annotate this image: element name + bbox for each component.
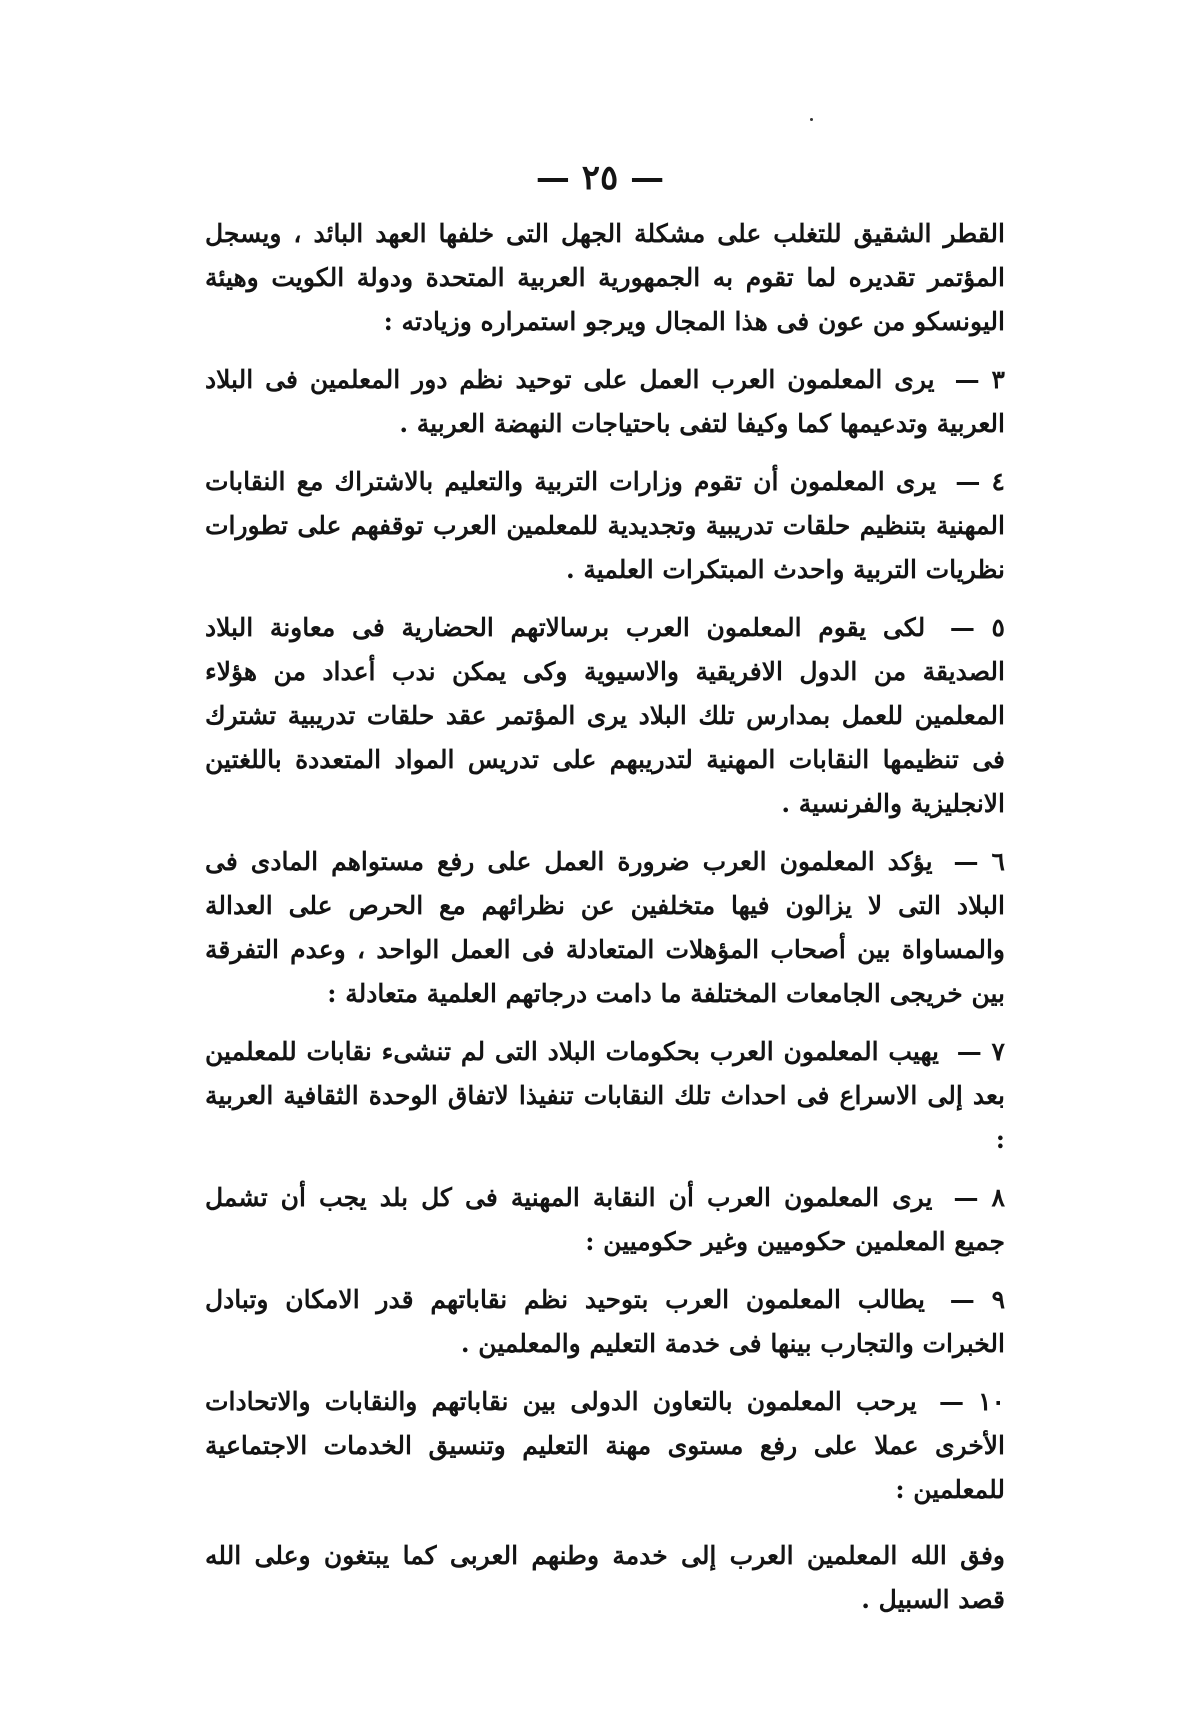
item-number: ٤ — — [955, 467, 1005, 496]
paragraph-intro — [205, 212, 1005, 344]
paragraph-text: يرى المعلمون العرب أن النقابة المهنية فى كل بلد يجب أن تشمل جميع المعلمين حكوميين وغير حكوميين : — [205, 1183, 1005, 1256]
paragraph-text: يرى المعلمون العرب العمل على توحيد نظم دور المعلمين فى البلاد العربية وتدعيمها كما وكيفا لتفى باحتياجات النهضة العربية . — [205, 365, 1005, 438]
closing-text: وفق الله المعلمين العرب إلى خدمة وطنهم العربى كما يبتغون وعلى الله قصد السبيل . — [205, 1541, 1005, 1614]
paragraph-item-6 — [205, 840, 1005, 1016]
item-number: ٧ — — [956, 1037, 1005, 1066]
item-number: ٦ — — [953, 847, 1005, 876]
item-number: ٣ — — [954, 365, 1005, 394]
paragraph-item-4 — [205, 460, 1005, 592]
paragraph-text: لكى يقوم المعلمون العرب برسالاتهم الحضارية فى معاونة البلاد الصديقة من الدول الافريقية والاسيوية وكى يمكن ندب أعداد من هؤلاء المعلمين للعمل بمدارس تلك البلاد يرى المؤتمر عقد حلقات تدريبية تشترك فى تنظيمها النقابات المهنية لتدريبهم على تدريس المواد المتعددة باللغتين الانجليزية والفرنسية . — [205, 613, 1005, 818]
closing-paragraph — [205, 1534, 1005, 1622]
body-text — [205, 212, 1005, 1636]
paragraph-item-10 — [205, 1380, 1005, 1512]
paragraph-item-3 — [205, 358, 1005, 446]
paragraph-text: يؤكد المعلمون العرب ضرورة العمل على رفع مستواهم المادى فى البلاد التى لا يزالون فيها متخلفين عن نظرائهم مع الحرص على العدالة والمساواة بين أصحاب المؤهلات المتعادلة فى العمل الواحد ، وعدم التفرقة بين خريجى الجامعات المختلفة ما دامت درجاتهم العلمية متعادلة : — [205, 847, 1005, 1008]
item-number: ٥ — — [949, 613, 1005, 642]
item-number: ٩ — — [949, 1285, 1005, 1314]
paragraph-text: القطر الشقيق للتغلب على مشكلة الجهل التى خلفها العهد البائد ، ويسجل المؤتمر تقديره لما تقوم به الجمهورية العربية المتحدة ودولة الكويت وهيئة اليونسكو من عون فى هذا المجال ويرجو استمراره وزيادته : — [205, 219, 1005, 336]
item-number: ٨ — — [953, 1183, 1005, 1212]
paragraph-text: يهيب المعلمون العرب بحكومات البلاد التى لم تنشىء نقابات للمعلمين بعد إلى الاسراع فى احداث تلك النقابات تنفيذا لاتفاق الوحدة الثقافية العربية : — [205, 1037, 1005, 1154]
paragraph-text: يرحب المعلمون بالتعاون الدولى بين نقاباتهم والنقابات والاتحادات الأخرى عملا على رفع مستوى مهنة التعليم وتنسيق الخدمات الاجتماعية للمعلمين : — [205, 1387, 1005, 1504]
page-number: — ٢٥ — — [535, 158, 665, 198]
paragraph-item-7 — [205, 1030, 1005, 1162]
item-number: ١٠ — — [938, 1387, 1005, 1416]
scan-speck — [810, 118, 813, 121]
paragraph-item-9 — [205, 1278, 1005, 1366]
paragraph-item-5 — [205, 606, 1005, 826]
paragraph-item-8 — [205, 1176, 1005, 1264]
paragraph-text: يرى المعلمون أن تقوم وزارات التربية والتعليم بالاشتراك مع النقابات المهنية بتنظيم حلقات تدريبية وتجديدية للمعلمين العرب توقفهم على تطورات نظريات التربية واحدث المبتكرات العلمية . — [205, 467, 1005, 584]
paragraph-text: يطالب المعلمون العرب بتوحيد نظم نقاباتهم قدر الامكان وتبادل الخبرات والتجارب بينها فى خدمة التعليم والمعلمين . — [205, 1285, 1005, 1358]
